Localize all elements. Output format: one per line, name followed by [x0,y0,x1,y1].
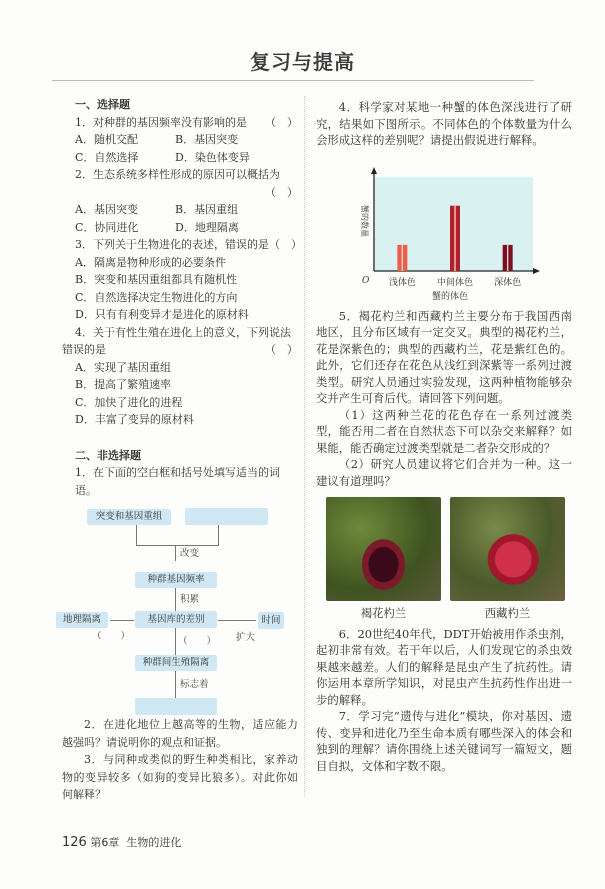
option: C．自然选择 [75,150,139,164]
question-s2-4: 4．科学家对某地一种蟹的体色深浅进行了研究，结果如下图所示。不同体色的个体数量为什么会形成这样的差别呢？请提出假说进行解释。 [316,100,572,147]
section-heading: 一、选择题 [75,98,130,111]
origin-label: O [362,275,370,286]
bar-stripe [454,205,455,270]
flow-box-time: 时间 [258,612,284,629]
option: A．随机交配 [75,133,138,146]
flow-box-blank[interactable] [185,508,268,525]
option: A．隔离是物种形成的必要条件 [75,255,226,269]
y-axis-label: 蟹的数量 [360,204,369,237]
column-divider [304,96,305,796]
flow-box-reproductive-isolation: 种群间生殖隔离 [135,655,217,671]
option: D．丰富了变异的原材料 [75,413,194,426]
flow-box-blank-final[interactable] [135,698,217,715]
option: C．加快了进化的进程 [75,395,183,409]
option: B．基因重组 [175,203,239,216]
option: C．自然选择决定生物进化的方向 [75,290,238,304]
crab-color-chart [340,159,550,304]
page-number: 126 [62,835,87,850]
page-footer: 126 第6章 生物的进化 [62,835,182,850]
x-tick-label: 浅体色 [388,277,416,288]
question-2: 2．生态系统多样性形成的原因可以概括为 [75,168,280,181]
right-column [316,99,572,774]
left-column: 一、选择题 1．对种群的基因频率没有影响的是 （ ） A．随机交配 B．基因突变 C．自然选择 D．染色体变异 2．生态系统多样性形成的原因可以概括为 （ ） A．基因突变 B．基因重组 C．协同进化 D．地理隔离 3．下列关于生物进化的表述，错误的是（ ） A．隔离是物种形成的必要条件 B．突变和基因重组都具有随机性 C．自然选择决定生物进化的方向 D．只有有利变异才是进化的原材料 4．关于有性生殖在进化上的意义，下列说法 错误的是 （ ） A．实现了基因重组 B．提高了繁殖速率 C．加快了进化的进程 D．丰富了变异的原材料 二、非选择题 1．在下面的空白框和括号处填写适当的词语。 突变和基因重组 改变 种群基因频率 积累 基因库的差别 地理隔离 （ ） 时间 扩大 （ ） 种群间生殖隔离 标志着 2．在进化地位上越高等的生物，适应能力越强吗？请说明你的观点和证据。 3．与同种或类似的野生种类相比，家养动物的变异较多（如狗的变异比狼多）。对此你如何解释？ [62,96,298,804]
photo-caption: 西藏杓兰 [484,606,531,620]
question-1: 1．对种群的基因频率没有影响的是 （ ） [75,115,298,129]
y-axis-arrow-icon [371,167,377,174]
flow-box-gene-pool: 基因库的差别 [135,611,217,628]
question-4: 4．关于有性生殖在进化上的意义，下列说法 [75,325,291,339]
option: C．协同进化 [75,220,139,234]
option: B．提高了繁殖速率 [75,378,172,391]
question-3: 3．下列关于生物进化的表述，错误的是（ ） [75,238,302,251]
question-s2-7: 7．学习完“遗传与进化”模块，你对基因、遗传、变异和进化乃至生命本质有哪些深入的体会和独到的理解？请你围绕上述关键词写一篇短文，题目自拟，文体和字数不限。 [316,709,572,773]
x-tick-label: 深体色 [494,277,522,288]
page-title: 复习与提高 [250,50,355,74]
flow-box-gene-frequency: 种群基因频率 [135,572,217,588]
flowchart: 突变和基因重组 改变 种群基因频率 积累 基因库的差别 地理隔离 （ ） 时间 扩大 （ ） 种群间生殖隔离 标志着 [62,501,298,716]
question-s2-2: 2．在进化地位上越高等的生物，适应能力越强吗？请说明你的观点和证据。 [62,718,298,749]
question-s2-5: 5．褐花杓兰和西藏杓兰主要分布于我国西南地区，且分布区域有一定交叉。典型的褐花杓兰，花是深紫色的；典型的西藏杓兰，花是紫红色的。此外，它们还存在花色从浅红到深紫等一系列过渡类型。研究人员通过实验发现，这两种植物能够杂交并产生可育后代。请回答下列问题。 （1）这两种兰花的花色存在一系列过渡类型，能否用二者在自然状态下可以杂交来解释？如果能，能否确定过渡类型就是二者杂交形成的？ （2）研究人员建议将它们合并为一种。这一建议有道理吗？ [316,308,572,488]
question-s2-3: 3．与同种或类似的野生种类相比，家养动物的变异较多（如狗的变异比狼多）。对此你如何解释？ [62,753,298,801]
photo-cypripedium-tibeticum [450,497,565,601]
option: A．基因突变 [75,203,138,216]
option: A．实现了基因重组 [75,360,171,374]
option: D．地理隔离 [175,220,239,234]
title-rule [52,80,534,81]
flow-box-mutation: 突变和基因重组 [87,509,171,525]
option: D．只有有利变异才是进化的原材料 [75,308,249,321]
option: D．染色体变异 [175,150,250,164]
x-tick-label: 中间体色 [436,277,474,288]
option: B．基因突变 [175,133,239,146]
flow-box-geo-isolation: 地理隔离 [56,612,108,628]
bar-stripe [507,244,508,270]
bar-stripe [402,244,403,270]
option: B．突变和基因重组都具有随机性 [75,273,238,286]
question-s2-1: 1．在下面的空白框和括号处填写适当的词语。 [75,466,280,497]
x-axis-label: 蟹的体色 [431,291,469,302]
photo-row [326,497,572,622]
question-s2-6: 6．20世纪40年代，DDT开始被用作杀虫剂，起初非常有效。若干年以后，人们发现它的杀虫效果越来越差。人们的解释是昆虫产生了抗药性。请你运用本章所学知识，对昆虫产生抗药性作出进一步的解释。 [316,626,572,707]
section-heading: 二、非选择题 [75,448,141,462]
photo-caption: 褐花杓兰 [360,606,407,620]
photo-cypripedium-calcicola [326,497,441,601]
x-axis-arrow-icon [533,268,540,274]
